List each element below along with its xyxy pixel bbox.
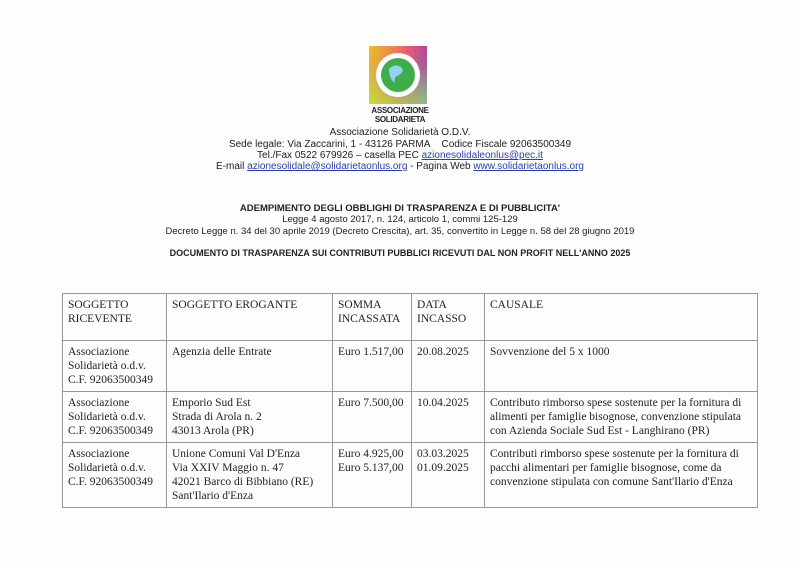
cell-line: 20.08.2025 — [417, 346, 469, 358]
law-line-1: Legge 4 agosto 2017, n. 124, articolo 1, commi 125-129 — [282, 214, 518, 225]
cell-line: C.F. 92063500349 — [68, 374, 154, 386]
causale-cell: Sovvenzione del 5 x 1000 — [485, 341, 758, 392]
document-title: DOCUMENTO DI TRASPARENZA SUI CONTRIBUTI PUBBLICI RICEVUTI DAL NON PROFIT NELL'ANNO 2025 — [169, 248, 631, 258]
contact-line — [0, 161, 800, 172]
cell-line: Euro 4.925,00 — [338, 448, 404, 460]
cell-line: Via XXIV Maggio n. 47 — [172, 462, 284, 474]
somma-cell — [333, 443, 412, 508]
cell-line: Agenzia delle Entrate — [172, 346, 272, 358]
cell-line: Associazione — [68, 397, 130, 409]
table-row — [63, 341, 758, 392]
data-cell — [412, 443, 485, 508]
cell-line: Associazione — [68, 448, 130, 460]
fiscal-code: Codice Fiscale 92063500349 — [441, 139, 572, 150]
ricevente-cell — [63, 392, 167, 443]
address-line — [0, 139, 800, 150]
cell-line: 01.09.2025 — [417, 462, 469, 474]
header-cell: DATA INCASSO — [412, 294, 485, 341]
cell-line: C.F. 92063500349 — [68, 425, 154, 437]
cell-line: Unione Comuni Val D'Enza — [172, 448, 301, 460]
logo-globe-icon — [367, 44, 429, 106]
tel: Tel./Fax 0522 679926 – casella PEC — [257, 150, 422, 161]
erogante-cell — [167, 392, 333, 443]
header-cell: SOMMA INCASSATA — [333, 294, 412, 341]
pec-link[interactable]: azionesolidaleonlus@pec.it — [421, 150, 543, 161]
logo-text — [360, 106, 440, 124]
somma-cell — [333, 392, 412, 443]
table-header-row — [63, 294, 758, 341]
cell-line: Solidarietà o.d.v. — [68, 360, 146, 372]
table-row — [63, 392, 758, 443]
cell-line: 43013 Arola (PR) — [172, 425, 254, 437]
tel-line — [0, 150, 800, 161]
data-cell — [412, 392, 485, 443]
causale-cell: Contributo rimborso spese sostenute per la fornitura di alimenti per famiglie bisognose, convenzione stipulata con Azienda Sociale Sud Est - Langhirano (PR) — [485, 392, 758, 443]
logo-text-line: SOLIDARIETA — [374, 115, 426, 124]
erogante-cell — [167, 341, 333, 392]
cell-line: Solidarietà o.d.v. — [68, 462, 146, 474]
email-label: E-mail — [216, 161, 248, 172]
cell-line: Euro 1.517,00 — [338, 346, 404, 358]
erogante-cell — [167, 443, 333, 508]
ricevente-cell — [63, 443, 167, 508]
causale-cell: Contributi rimborso spese sostenute per la fornitura di pacchi alimentari per famiglie bisognose, come da convenzione stipulata con comune Sant'Ilario d'Enza — [485, 443, 758, 508]
contributions-table — [62, 293, 758, 508]
somma-cell — [333, 341, 412, 392]
ricevente-cell — [63, 341, 167, 392]
web-label: - Pagina Web — [407, 161, 474, 172]
cell-line: Emporio Sud Est — [172, 397, 251, 409]
data-cell — [412, 341, 485, 392]
cell-line: Euro 7.500,00 — [338, 397, 404, 409]
email-link[interactable]: azionesolidale@solidarietaonlus.org — [247, 161, 408, 172]
cell-line: Solidarietà o.d.v. — [68, 411, 146, 423]
table-row — [63, 443, 758, 508]
cell-line: Sant'Ilario d'Enza — [172, 490, 254, 502]
law-line-2: Decreto Legge n. 34 del 30 aprile 2019 (Decreto Crescita), art. 35, convertito in Legge n. 58 del 28 giugno 2019 — [165, 226, 635, 237]
header-cell: SOGGETTO EROGANTE — [167, 294, 333, 341]
cell-line: C.F. 92063500349 — [68, 476, 154, 488]
header-cell: SOGGETTO RICEVENTE — [63, 294, 167, 341]
header-cell: CAUSALE — [485, 294, 758, 341]
logo-text-line: ASSOCIAZIONE — [371, 106, 429, 115]
org-name: Associazione Solidarietà O.D.V. — [329, 127, 471, 138]
cell-line: Euro 5.137,00 — [338, 462, 404, 474]
cell-line: 03.03.2025 — [417, 448, 469, 460]
cell-line: 42021 Barco di Bibbiano (RE) — [172, 476, 314, 488]
cell-line: 10.04.2025 — [417, 397, 469, 409]
address: Sede legale: Via Zaccarini, 1 - 43126 PARMA — [228, 139, 431, 150]
main-title: ADEMPIMENTO DEGLI OBBLIGHI DI TRASPARENZA E DI PUBBLICITA' — [239, 203, 561, 214]
cell-line: Strada di Arola n. 2 — [172, 411, 262, 423]
web-link[interactable]: www.solidarietaonlus.org — [473, 161, 584, 172]
cell-line: Associazione — [68, 346, 130, 358]
